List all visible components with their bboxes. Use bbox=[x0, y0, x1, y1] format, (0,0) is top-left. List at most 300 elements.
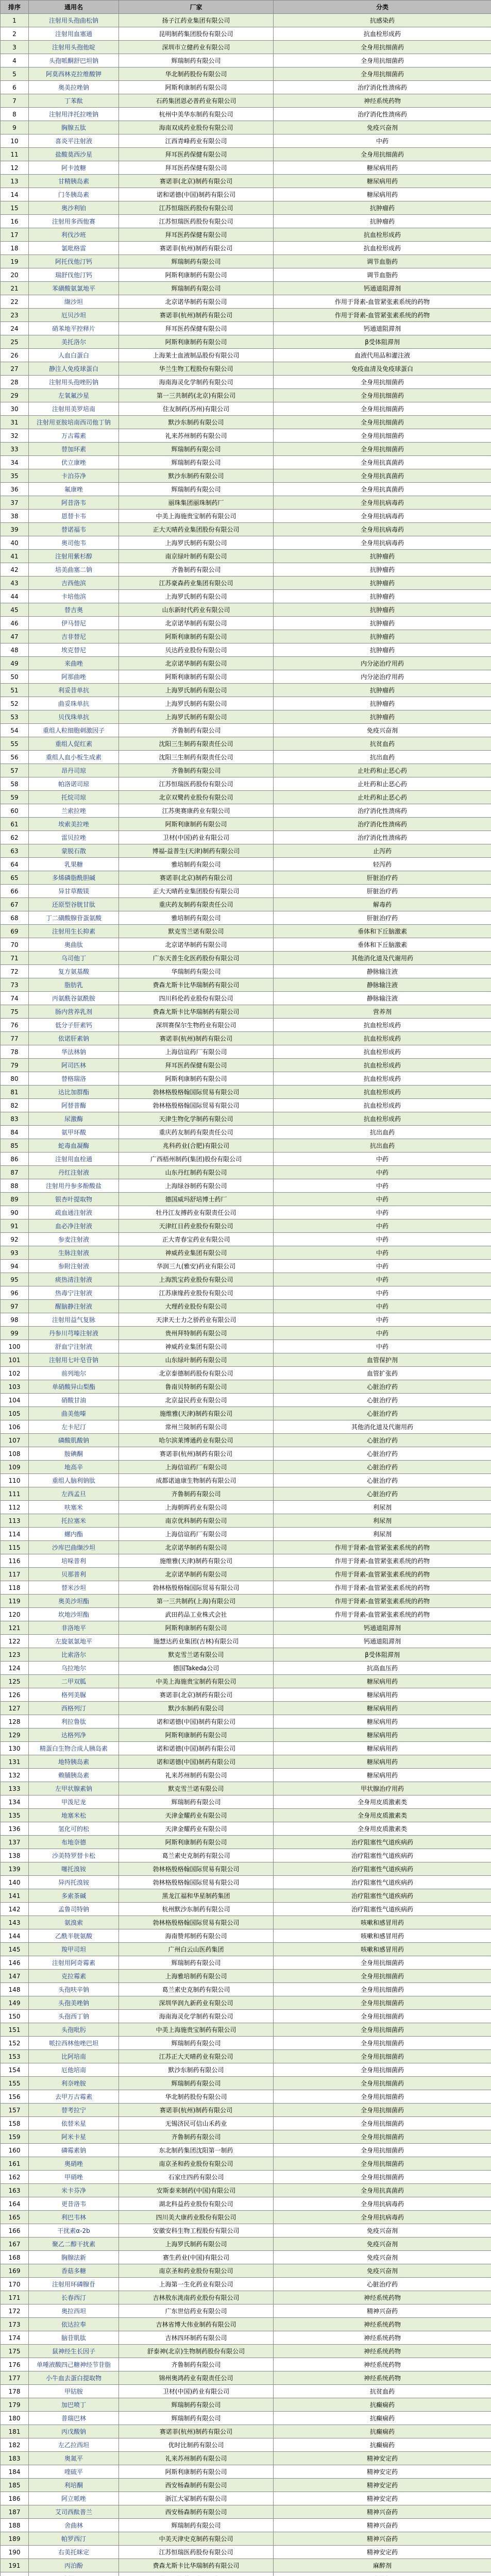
name-cell[interactable]: 吉西他滨 bbox=[29, 577, 119, 590]
name-cell[interactable]: 前列地尔 bbox=[29, 1367, 119, 1380]
maker-cell[interactable]: 江苏恒瑞医药股份有限公司 bbox=[119, 215, 274, 228]
maker-cell[interactable]: 上海第一生化药业有限公司 bbox=[119, 2278, 274, 2291]
maker-cell[interactable]: 雅培制药有限公司 bbox=[119, 858, 274, 871]
table-row[interactable] bbox=[1, 577, 491, 590]
maker-cell[interactable]: 广西梧州制药(集团)股份有限公司 bbox=[119, 1153, 274, 1166]
name-cell[interactable]: 奥曲肽 bbox=[29, 938, 119, 952]
table-row[interactable] bbox=[1, 590, 491, 603]
maker-cell[interactable]: 丽珠集团丽珠制药厂 bbox=[119, 496, 274, 510]
table-row[interactable] bbox=[1, 456, 491, 469]
category-cell[interactable]: 治疗阻塞性气道疾病药 bbox=[274, 1862, 491, 1876]
maker-cell[interactable]: 阿斯利康制药有限公司 bbox=[119, 1728, 274, 1742]
rank-cell[interactable]: 158 bbox=[1, 2117, 29, 2130]
name-cell[interactable]: 左甲状腺素钠 bbox=[29, 1782, 119, 1795]
rank-cell[interactable]: 157 bbox=[1, 2104, 29, 2117]
category-cell[interactable]: 精神兴奋药 bbox=[274, 2505, 491, 2519]
name-cell[interactable]: 丙戊酸钠 bbox=[29, 2425, 119, 2438]
category-cell[interactable]: 中药 bbox=[274, 1273, 491, 1286]
table-row[interactable] bbox=[1, 322, 491, 335]
name-cell[interactable]: 左乙拉西坦 bbox=[29, 2438, 119, 2452]
rank-cell[interactable]: 118 bbox=[1, 1581, 29, 1595]
name-cell[interactable]: 重组人脑利钠肽 bbox=[29, 1474, 119, 1487]
category-cell[interactable]: 全身用抗细菌药 bbox=[274, 2077, 491, 2090]
category-cell[interactable]: 精神安定药 bbox=[274, 2479, 491, 2492]
maker-cell[interactable]: 辉瑞制药有限公司 bbox=[119, 282, 274, 295]
maker-cell[interactable]: 东北制药集团沈阳第一制药 bbox=[119, 2144, 274, 2157]
category-cell[interactable]: 抗血栓形成药 bbox=[274, 27, 491, 41]
name-cell[interactable]: 丁二磺酸腺苷蛋氨酸 bbox=[29, 911, 119, 925]
table-row[interactable] bbox=[1, 108, 491, 121]
maker-cell[interactable]: 辉瑞制药有限公司 bbox=[119, 54, 274, 67]
rank-cell[interactable]: 113 bbox=[1, 1514, 29, 1528]
name-cell[interactable]: 奥沙利铂 bbox=[29, 201, 119, 215]
category-cell[interactable]: 心脏治疗药 bbox=[274, 1447, 491, 1461]
table-row[interactable] bbox=[1, 1340, 491, 1353]
rank-cell[interactable]: 76 bbox=[1, 1019, 29, 1032]
rank-cell[interactable]: 55 bbox=[1, 737, 29, 751]
rank-cell[interactable]: 103 bbox=[1, 1380, 29, 1394]
maker-cell[interactable]: 北京诺华制药有限公司 bbox=[119, 1568, 274, 1581]
rank-cell[interactable]: 182 bbox=[1, 2438, 29, 2452]
maker-cell[interactable]: 广东天普生化医药股份有限公司 bbox=[119, 952, 274, 965]
table-row[interactable] bbox=[1, 1206, 491, 1219]
maker-cell[interactable]: 正大天晴药业集团股份有限公司 bbox=[119, 885, 274, 898]
maker-cell[interactable]: 海南海灵化学制药有限公司 bbox=[119, 2010, 274, 2023]
rank-cell[interactable]: 46 bbox=[1, 617, 29, 630]
maker-cell[interactable]: 北京双鹭药业股份有限公司 bbox=[119, 791, 274, 804]
table-row[interactable] bbox=[1, 2452, 491, 2465]
table-row[interactable] bbox=[1, 630, 491, 643]
maker-cell[interactable]: 上海信谊药厂有限公司 bbox=[119, 1528, 274, 1541]
maker-cell[interactable]: 拜耳医药保健有限公司 bbox=[119, 1059, 274, 1072]
table-row[interactable] bbox=[1, 978, 491, 992]
table-row[interactable] bbox=[1, 1300, 491, 1313]
name-cell[interactable]: 达格列净 bbox=[29, 1728, 119, 1742]
rank-cell[interactable]: 107 bbox=[1, 1434, 29, 1447]
rank-cell[interactable]: 7 bbox=[1, 94, 29, 108]
name-cell[interactable]: 蒙脱石散 bbox=[29, 844, 119, 858]
category-cell[interactable]: 止吐药和止恶心药 bbox=[274, 791, 491, 804]
table-row[interactable] bbox=[1, 41, 491, 54]
rank-cell[interactable]: 171 bbox=[1, 2291, 29, 2304]
category-cell[interactable]: 抗血栓形成药 bbox=[274, 1032, 491, 1045]
maker-cell[interactable]: 舒泰神(北京)生物制药股份有限公司 bbox=[119, 2345, 274, 2358]
maker-cell[interactable]: 博福-益普生(天津)制药有限公司 bbox=[119, 844, 274, 858]
category-cell[interactable]: 全身用抗细菌药 bbox=[274, 2090, 491, 2104]
maker-cell[interactable]: 天津生物化学制药有限公司 bbox=[119, 1112, 274, 1126]
table-row[interactable] bbox=[1, 201, 491, 215]
rank-cell[interactable]: 27 bbox=[1, 362, 29, 376]
table-row[interactable] bbox=[1, 14, 491, 27]
name-cell[interactable]: 重组人血小板生成素 bbox=[29, 751, 119, 764]
maker-cell[interactable]: 葛兰素史克制药有限公司 bbox=[119, 1983, 274, 1996]
category-cell[interactable]: 全身用抗细菌药 bbox=[274, 1983, 491, 1996]
category-cell[interactable]: 抗血栓形成药 bbox=[274, 228, 491, 242]
maker-cell[interactable]: 上海罗氏制药有限公司 bbox=[119, 697, 274, 710]
rank-cell[interactable]: 57 bbox=[1, 764, 29, 777]
name-cell[interactable]: 聚乙二醇干扰素 bbox=[29, 2238, 119, 2251]
maker-cell[interactable]: 诺和诺德(中国)制药有限公司 bbox=[119, 188, 274, 201]
rank-cell[interactable]: 5 bbox=[1, 67, 29, 81]
name-cell[interactable]: 氯吡格雷 bbox=[29, 242, 119, 255]
name-cell[interactable]: 单唾液酸四己糖神经节苷脂 bbox=[29, 2358, 119, 2371]
name-cell[interactable]: 氟康唑 bbox=[29, 483, 119, 496]
maker-cell[interactable]: 默沙东制药有限公司 bbox=[119, 416, 274, 429]
maker-cell[interactable]: 广东世信药业有限公司 bbox=[119, 2304, 274, 2318]
name-cell[interactable]: 西格列汀 bbox=[29, 1702, 119, 1715]
name-cell[interactable]: 地高辛 bbox=[29, 1461, 119, 1474]
rank-cell[interactable]: 8 bbox=[1, 108, 29, 121]
rank-cell[interactable]: 151 bbox=[1, 2023, 29, 2037]
table-row[interactable] bbox=[1, 242, 491, 255]
rank-cell[interactable]: 128 bbox=[1, 1715, 29, 1728]
category-cell[interactable]: 免疫血清及免疫球蛋白 bbox=[274, 362, 491, 376]
maker-cell[interactable]: 第一三共制药(北京)有限公司 bbox=[119, 389, 274, 402]
rank-cell[interactable]: 102 bbox=[1, 1367, 29, 1380]
maker-cell[interactable]: 中美上海施贵宝制药有限公司 bbox=[119, 1675, 274, 1688]
maker-cell[interactable]: 阿斯利康制药有限公司 bbox=[119, 2465, 274, 2479]
category-cell[interactable]: 作用于肾素-血管紧张素系统的药物 bbox=[274, 1581, 491, 1595]
maker-cell[interactable]: 阿斯利康制药有限公司 bbox=[119, 268, 274, 282]
category-cell[interactable]: 全身用抗细菌药 bbox=[274, 2037, 491, 2050]
category-cell[interactable]: 神经系统药物 bbox=[274, 2318, 491, 2331]
category-cell[interactable]: 抗血栓形成药 bbox=[274, 1045, 491, 1059]
name-cell[interactable]: 普瑞巴林 bbox=[29, 2412, 119, 2425]
name-cell[interactable]: 依达拉奉 bbox=[29, 2318, 119, 2331]
maker-cell[interactable]: 卫材(中国)药业有限公司 bbox=[119, 2385, 274, 2398]
name-cell[interactable]: 注射用多西他赛 bbox=[29, 215, 119, 228]
table-row[interactable] bbox=[1, 804, 491, 818]
table-row[interactable] bbox=[1, 2465, 491, 2479]
rank-cell[interactable]: 91 bbox=[1, 1219, 29, 1233]
name-cell[interactable]: 甘精胰岛素 bbox=[29, 175, 119, 188]
name-cell[interactable]: 来曲唑 bbox=[29, 657, 119, 670]
name-cell[interactable]: 利巴韦林 bbox=[29, 2211, 119, 2224]
maker-cell[interactable]: 德国威玛舒培博士药厂 bbox=[119, 1193, 274, 1206]
name-cell[interactable]: 异丙托溴铵 bbox=[29, 1876, 119, 1889]
rank-cell[interactable]: 31 bbox=[1, 416, 29, 429]
table-row[interactable] bbox=[1, 1153, 491, 1166]
name-cell[interactable]: 更昔洛韦 bbox=[29, 2197, 119, 2211]
rank-cell[interactable]: 164 bbox=[1, 2197, 29, 2211]
table-row[interactable] bbox=[1, 1648, 491, 1662]
category-cell[interactable]: 全身用抗细菌药 bbox=[274, 2144, 491, 2157]
maker-cell[interactable]: 深圳华润九新药业有限公司 bbox=[119, 1996, 274, 2010]
maker-cell[interactable]: 南京绿叶制药有限公司 bbox=[119, 550, 274, 563]
name-cell[interactable]: 卡培他滨 bbox=[29, 590, 119, 603]
name-cell[interactable]: 埃克替尼 bbox=[29, 643, 119, 657]
name-cell[interactable]: 磷霉素钠 bbox=[29, 2144, 119, 2157]
name-cell[interactable]: 疏血通注射液 bbox=[29, 1206, 119, 1219]
table-row[interactable] bbox=[1, 27, 491, 41]
maker-cell[interactable]: 礼来苏州制药有限公司 bbox=[119, 1769, 274, 1782]
name-cell[interactable]: 美托洛尔 bbox=[29, 335, 119, 349]
category-cell[interactable]: 全身用抗细菌药 bbox=[274, 389, 491, 402]
rank-cell[interactable]: 50 bbox=[1, 670, 29, 684]
rank-cell[interactable]: 81 bbox=[1, 1086, 29, 1099]
name-cell[interactable]: 替吉奥 bbox=[29, 603, 119, 617]
name-cell[interactable]: 厄他培南 bbox=[29, 2063, 119, 2077]
category-cell[interactable]: 轻泻药 bbox=[274, 858, 491, 871]
table-row[interactable] bbox=[1, 54, 491, 67]
name-cell[interactable]: 孟鲁司特钠 bbox=[29, 1903, 119, 1916]
table-row[interactable] bbox=[1, 188, 491, 201]
maker-cell[interactable]: 北京诺华制药有限公司 bbox=[119, 295, 274, 309]
name-cell[interactable]: 加巴喷丁 bbox=[29, 2398, 119, 2412]
rank-cell[interactable]: 176 bbox=[1, 2358, 29, 2371]
maker-cell[interactable]: 上海罗氏制药有限公司 bbox=[119, 710, 274, 724]
category-cell[interactable]: 血液代用品和灌注液 bbox=[274, 349, 491, 362]
table-row[interactable] bbox=[1, 911, 491, 925]
rank-cell[interactable]: 135 bbox=[1, 1809, 29, 1822]
name-cell[interactable]: 布地奈德 bbox=[29, 1836, 119, 1849]
table-row[interactable] bbox=[1, 603, 491, 617]
name-cell[interactable]: 依诺肝素钠 bbox=[29, 1032, 119, 1045]
maker-cell[interactable]: 上海罗氏制药有限公司 bbox=[119, 536, 274, 550]
name-cell[interactable]: 注射用丹参多酚酸盐 bbox=[29, 1179, 119, 1193]
category-cell[interactable]: 全身用抗细菌药 bbox=[274, 2117, 491, 2130]
maker-cell[interactable]: 德国Takeda公司 bbox=[119, 1662, 274, 1675]
table-row[interactable] bbox=[1, 1876, 491, 1889]
maker-cell[interactable]: 勃林格殷格翰国际贸易有限公司 bbox=[119, 1099, 274, 1112]
maker-cell[interactable]: 上海信谊药厂有限公司 bbox=[119, 1045, 274, 1059]
rank-cell[interactable]: 174 bbox=[1, 2331, 29, 2345]
name-cell[interactable]: 厄贝沙坦 bbox=[29, 309, 119, 322]
maker-cell[interactable]: 杭州默沙东制药有限公司 bbox=[119, 1903, 274, 1916]
category-cell[interactable]: 抗出血药 bbox=[274, 751, 491, 764]
name-cell[interactable]: 伏立康唑 bbox=[29, 456, 119, 469]
name-cell[interactable]: 非洛地平 bbox=[29, 1621, 119, 1635]
maker-cell[interactable]: 诺和诺德(中国)制药有限公司 bbox=[119, 1715, 274, 1728]
category-cell[interactable]: 抗感染药 bbox=[274, 14, 491, 27]
table-row[interactable] bbox=[1, 1836, 491, 1849]
maker-cell[interactable]: 重庆药友制药有限责任公司 bbox=[119, 1126, 274, 1139]
rank-cell[interactable]: 34 bbox=[1, 456, 29, 469]
table-row[interactable] bbox=[1, 1005, 491, 1019]
maker-cell[interactable]: 重庆药友制药有限责任公司 bbox=[119, 898, 274, 911]
category-cell[interactable]: 抗肿瘤药 bbox=[274, 201, 491, 215]
name-cell[interactable]: 单硝酸异山梨酯 bbox=[29, 1380, 119, 1394]
table-row[interactable] bbox=[1, 2358, 491, 2371]
rank-cell[interactable]: 65 bbox=[1, 871, 29, 885]
maker-cell[interactable]: 安徽安科生物工程股份有限公司 bbox=[119, 2224, 274, 2238]
maker-cell[interactable]: 阿斯利康制药有限公司 bbox=[119, 1836, 274, 1849]
rank-cell[interactable]: 67 bbox=[1, 898, 29, 911]
maker-cell[interactable]: 广州白云山医药集团 bbox=[119, 1943, 274, 1956]
category-cell[interactable]: 静脉输注液 bbox=[274, 978, 491, 992]
rank-cell[interactable]: 73 bbox=[1, 978, 29, 992]
name-cell[interactable]: 头孢吡肟 bbox=[29, 2023, 119, 2037]
table-row[interactable] bbox=[1, 1608, 491, 1621]
table-row[interactable] bbox=[1, 81, 491, 94]
maker-cell[interactable]: 武田药品工业株式会社 bbox=[119, 1608, 274, 1621]
table-row[interactable] bbox=[1, 416, 491, 429]
table-row[interactable] bbox=[1, 282, 491, 295]
rank-cell[interactable]: 24 bbox=[1, 322, 29, 335]
name-cell[interactable]: 重组人促红素 bbox=[29, 737, 119, 751]
category-cell[interactable]: 精神安定药 bbox=[274, 2452, 491, 2465]
category-cell[interactable]: 全身用抗细菌药 bbox=[274, 1996, 491, 2010]
category-cell[interactable]: 治疗阻塞性气道疾病药 bbox=[274, 1836, 491, 1849]
maker-cell[interactable]: 四川科伦药业股份有限公司 bbox=[119, 992, 274, 1005]
category-cell[interactable]: 中药 bbox=[274, 1206, 491, 1219]
name-cell[interactable]: 还原型谷胱甘肽 bbox=[29, 898, 119, 911]
name-cell[interactable]: 喹硫平 bbox=[29, 2465, 119, 2479]
rank-cell[interactable]: 134 bbox=[1, 1795, 29, 1809]
category-cell[interactable]: 中药 bbox=[274, 1233, 491, 1246]
category-cell[interactable]: 止吐药和止恶心药 bbox=[274, 764, 491, 777]
maker-cell[interactable]: 扬子江药业集团有限公司 bbox=[119, 14, 274, 27]
name-cell[interactable]: 血必净注射液 bbox=[29, 1219, 119, 1233]
maker-cell[interactable]: 礼来苏州制药有限公司 bbox=[119, 2452, 274, 2465]
rank-cell[interactable]: 66 bbox=[1, 885, 29, 898]
category-cell[interactable]: 咳嗽和感冒用药 bbox=[274, 1943, 491, 1956]
maker-cell[interactable]: 齐鲁制药有限公司 bbox=[119, 1487, 274, 1501]
table-row[interactable] bbox=[1, 255, 491, 268]
name-cell[interactable]: 喜炎平注射液 bbox=[29, 134, 119, 148]
name-cell[interactable]: 痰热清注射液 bbox=[29, 1273, 119, 1286]
category-cell[interactable]: 抗血栓形成药 bbox=[274, 1086, 491, 1099]
table-row[interactable] bbox=[1, 898, 491, 911]
category-cell[interactable]: 抗肿瘤药 bbox=[274, 697, 491, 710]
name-cell[interactable]: 阿托伐他汀钙 bbox=[29, 255, 119, 268]
rank-cell[interactable]: 117 bbox=[1, 1568, 29, 1581]
maker-cell[interactable]: 山东绿叶制药有限公司 bbox=[119, 1353, 274, 1367]
maker-cell[interactable]: 安斯泰来制药(中国)有限公司 bbox=[119, 2184, 274, 2197]
name-cell[interactable]: 沙库巴曲缬沙坦 bbox=[29, 1541, 119, 1554]
category-cell[interactable]: 抗肿瘤药 bbox=[274, 710, 491, 724]
rank-cell[interactable]: 124 bbox=[1, 1662, 29, 1675]
maker-cell[interactable]: 赛诺菲(杭州)制药有限公司 bbox=[119, 1032, 274, 1045]
name-cell[interactable]: 达比加群酯 bbox=[29, 1086, 119, 1099]
name-cell[interactable]: 丙氨酰谷氨酰胺 bbox=[29, 992, 119, 1005]
table-row[interactable] bbox=[1, 2532, 491, 2546]
category-cell[interactable] bbox=[274, 2572, 491, 2576]
rank-cell[interactable]: 87 bbox=[1, 1166, 29, 1179]
name-cell[interactable]: 注射用亚胺培南西司他丁钠 bbox=[29, 416, 119, 429]
category-cell[interactable]: 抗肿瘤药 bbox=[274, 630, 491, 643]
rank-cell[interactable]: 19 bbox=[1, 255, 29, 268]
rank-cell[interactable]: 115 bbox=[1, 1541, 29, 1554]
maker-cell[interactable]: 卫材(中国)药业有限公司 bbox=[119, 831, 274, 844]
category-cell[interactable]: 全身用抗真菌药 bbox=[274, 483, 491, 496]
maker-cell[interactable]: 上海朝晖药业有限公司 bbox=[119, 1501, 274, 1514]
maker-cell[interactable]: 阿斯利康制药有限公司 bbox=[119, 670, 274, 684]
rank-cell[interactable]: 172 bbox=[1, 2304, 29, 2318]
category-cell[interactable]: 全身用抗病毒药 bbox=[274, 523, 491, 536]
name-cell[interactable]: 甲泼尼龙 bbox=[29, 1795, 119, 1809]
name-cell[interactable]: 注射用生长抑素 bbox=[29, 925, 119, 938]
maker-cell[interactable]: 拜耳医药保健有限公司 bbox=[119, 322, 274, 335]
category-cell[interactable]: 全身用抗细菌药 bbox=[274, 2023, 491, 2037]
rank-cell[interactable]: 48 bbox=[1, 643, 29, 657]
name-cell[interactable]: 缬沙坦 bbox=[29, 295, 119, 309]
table-row[interactable] bbox=[1, 1715, 491, 1728]
rank-cell[interactable]: 78 bbox=[1, 1045, 29, 1059]
rank-cell[interactable]: 100 bbox=[1, 1340, 29, 1353]
table-row[interactable] bbox=[1, 1193, 491, 1206]
table-row[interactable] bbox=[1, 121, 491, 134]
rank-cell[interactable]: 122 bbox=[1, 1635, 29, 1648]
name-cell[interactable]: 硝酸甘油 bbox=[29, 1394, 119, 1407]
category-cell[interactable]: 抗肿瘤药 bbox=[274, 684, 491, 697]
rank-cell[interactable]: 82 bbox=[1, 1099, 29, 1112]
category-cell[interactable]: 神经系统药物 bbox=[274, 94, 491, 108]
category-cell[interactable]: 钙通道阻滞剂 bbox=[274, 1621, 491, 1635]
maker-cell[interactable]: 费森尤斯卡比华瑞制药有限公司 bbox=[119, 2559, 274, 2572]
table-row[interactable] bbox=[1, 2479, 491, 2492]
maker-cell[interactable]: 阿斯利康制药有限公司 bbox=[119, 81, 274, 94]
rank-cell[interactable]: 30 bbox=[1, 402, 29, 416]
table-row[interactable] bbox=[1, 1394, 491, 1407]
category-cell[interactable]: 抗血栓形成药 bbox=[274, 242, 491, 255]
rank-cell[interactable]: 35 bbox=[1, 469, 29, 483]
rank-cell[interactable]: 61 bbox=[1, 818, 29, 831]
name-cell[interactable]: 人血白蛋白 bbox=[29, 349, 119, 362]
maker-cell[interactable]: 赛诺菲(杭州)制药有限公司 bbox=[119, 242, 274, 255]
category-cell[interactable]: 抗出血药 bbox=[274, 1126, 491, 1139]
rank-cell[interactable]: 112 bbox=[1, 1501, 29, 1514]
rank-cell[interactable]: 178 bbox=[1, 2385, 29, 2398]
name-cell[interactable]: 香菇多糖 bbox=[29, 2264, 119, 2278]
maker-cell[interactable]: 默克雪兰诺有限公司 bbox=[119, 1782, 274, 1795]
rank-cell[interactable]: 86 bbox=[1, 1153, 29, 1166]
table-row[interactable] bbox=[1, 510, 491, 523]
maker-cell[interactable]: 勃林格殷格翰国际贸易有限公司 bbox=[119, 1581, 274, 1595]
maker-cell[interactable]: 中美上海施贵宝制药有限公司 bbox=[119, 2023, 274, 2037]
category-cell[interactable]: 肝脏治疗药 bbox=[274, 871, 491, 885]
rank-cell[interactable]: 168 bbox=[1, 2251, 29, 2264]
maker-cell[interactable]: 浙江大冢制药有限公司 bbox=[119, 2492, 274, 2505]
rank-cell[interactable]: 127 bbox=[1, 1702, 29, 1715]
category-cell[interactable]: 内分泌治疗用药 bbox=[274, 657, 491, 670]
table-row[interactable] bbox=[1, 2144, 491, 2157]
table-row[interactable] bbox=[1, 2130, 491, 2144]
category-cell[interactable]: 全身用抗细菌药 bbox=[274, 429, 491, 443]
category-cell[interactable]: 全身用抗真菌药 bbox=[274, 469, 491, 483]
rank-cell[interactable]: 29 bbox=[1, 389, 29, 402]
maker-cell[interactable]: 施维雅(天津)制药有限公司 bbox=[119, 1554, 274, 1568]
category-cell[interactable]: 心脏治疗药 bbox=[274, 2278, 491, 2291]
category-cell[interactable]: 中药 bbox=[274, 1327, 491, 1340]
table-row[interactable] bbox=[1, 94, 491, 108]
table-row[interactable] bbox=[1, 751, 491, 764]
category-cell[interactable]: 血管保护剂 bbox=[274, 1353, 491, 1367]
table-row[interactable] bbox=[1, 1487, 491, 1501]
rank-cell[interactable]: 2 bbox=[1, 27, 29, 41]
category-cell[interactable]: 作用于肾素-血管紧张素系统的药物 bbox=[274, 1541, 491, 1554]
rank-cell[interactable]: 17 bbox=[1, 228, 29, 242]
rank-cell[interactable]: 94 bbox=[1, 1260, 29, 1273]
rank-cell[interactable]: 110 bbox=[1, 1474, 29, 1487]
category-cell[interactable]: 垂体和下丘脑激素 bbox=[274, 925, 491, 938]
name-cell[interactable]: 头孢哌酮舒巴坦钠 bbox=[29, 54, 119, 67]
table-row[interactable] bbox=[1, 844, 491, 858]
maker-cell[interactable]: 辉瑞制药有限公司 bbox=[119, 456, 274, 469]
maker-cell[interactable]: 深圳市立健药业有限公司 bbox=[119, 41, 274, 54]
table-row[interactable] bbox=[1, 710, 491, 724]
table-row[interactable] bbox=[1, 523, 491, 536]
name-cell[interactable]: 注射用血塞通 bbox=[29, 27, 119, 41]
name-cell[interactable]: 万古霉素 bbox=[29, 429, 119, 443]
category-cell[interactable]: 调节血脂药 bbox=[274, 255, 491, 268]
rank-cell[interactable]: 21 bbox=[1, 282, 29, 295]
category-cell[interactable]: 精神安定药 bbox=[274, 2546, 491, 2559]
name-cell[interactable]: 干扰素α-2b bbox=[29, 2224, 119, 2238]
maker-cell[interactable]: 齐鲁制药有限公司 bbox=[119, 2358, 274, 2371]
category-cell[interactable]: 精神兴奋药 bbox=[274, 2519, 491, 2532]
rank-cell[interactable]: 3 bbox=[1, 41, 29, 54]
